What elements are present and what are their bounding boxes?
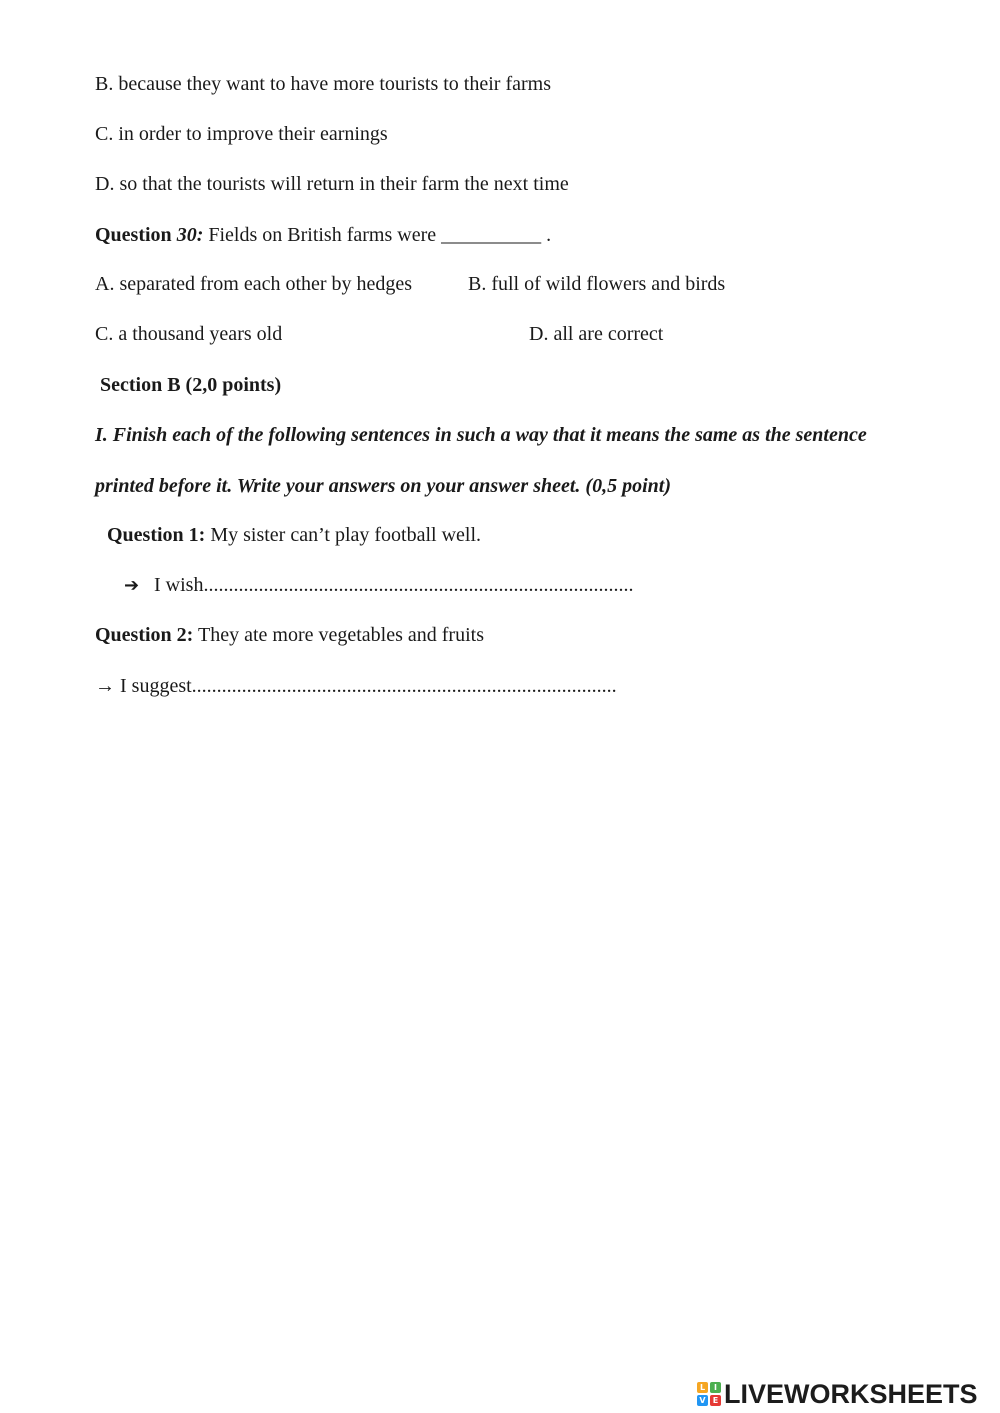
option-text: B. because they want to have more tourists to their farms: [95, 73, 551, 95]
logo-cell: V: [697, 1395, 708, 1406]
logo-cell: I: [710, 1382, 721, 1393]
option-29-c: [95, 122, 388, 146]
option-30-c: [95, 322, 282, 346]
question-30-text: Fields on British farms were __________ .: [203, 224, 552, 246]
option-29-d: [95, 172, 569, 196]
logo-text: LIVEWORKSHEETS: [724, 1378, 978, 1409]
liveworksheets-logo[interactable]: [697, 1380, 978, 1408]
answer-1-text: I wish......................................................................................: [154, 574, 634, 596]
question-1-label: Question 1:: [107, 524, 206, 546]
section-b-heading: Section B (2,0 points): [100, 374, 282, 396]
question-30: [95, 223, 551, 247]
option-text: C. a thousand years old: [95, 323, 283, 345]
option-30-a: [95, 272, 412, 296]
question-30-label: Question: [95, 224, 177, 246]
question-1-text: My sister can’t play football well.: [205, 524, 482, 546]
option-text: B. full of wild flowers and birds: [468, 273, 726, 295]
logo-cell: E: [710, 1395, 721, 1406]
logo-icon: [697, 1382, 721, 1406]
question-2-text: They ate more vegetables and fruits: [193, 624, 484, 646]
option-30-d: [529, 322, 663, 346]
logo-cell: L: [697, 1382, 708, 1393]
option-text: A. separated from each other by hedges: [95, 273, 413, 295]
option-text: C. in order to improve their earnings: [95, 123, 388, 145]
question-1: [107, 523, 481, 547]
answer-line-2: → I suggest.....................................................................................: [95, 675, 617, 697]
question-30-number: 30:: [176, 224, 204, 246]
question-2: [95, 623, 484, 647]
option-text: D. so that the tourists will return in their farm the next time: [95, 173, 569, 195]
answer-line-1: [124, 573, 633, 598]
option-text: D. all are correct: [529, 323, 664, 345]
arrow-right-icon: ➔: [124, 575, 140, 596]
option-29-b: [95, 72, 551, 96]
option-30-b: [468, 272, 725, 296]
instruction-line-2: printed before it. Write your answers on your answer sheet. (0,5 point): [95, 475, 671, 497]
instruction-line-1: I. Finish each of the following sentences in such a way that it means the same as the sentence: [95, 424, 867, 446]
question-2-label: Question 2:: [95, 624, 194, 646]
